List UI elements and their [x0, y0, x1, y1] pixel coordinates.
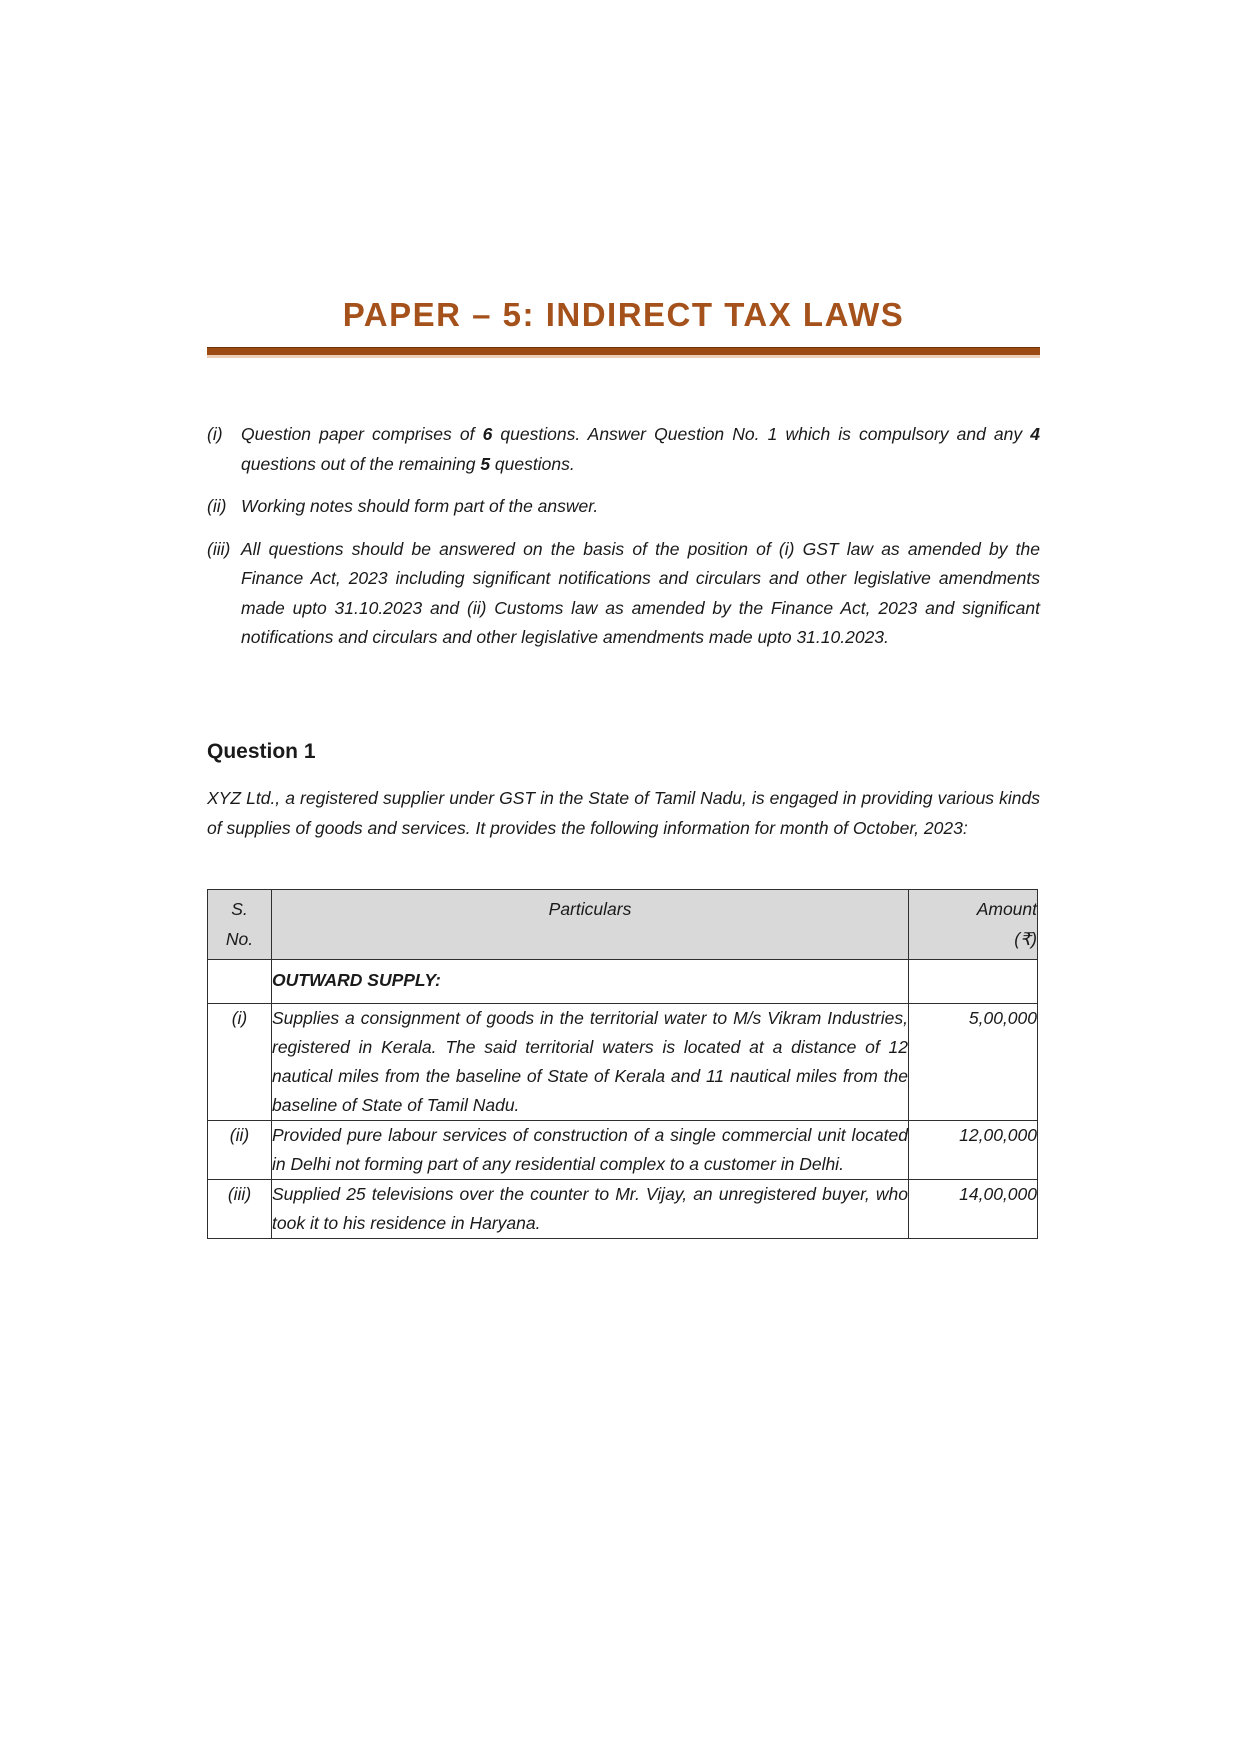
table-header-row [208, 890, 1038, 960]
instruction-segment: questions. [490, 453, 575, 474]
instruction-segment: questions. Answer Question No. 1 which is compulsory and any [492, 424, 1031, 444]
section-sno-cell [208, 960, 272, 1004]
row-particulars-cell: Supplied 25 televisions over the counter to Mr. Vijay, an unregistered buyer, who took it to his residence in Haryana. [272, 1180, 909, 1239]
table-row [208, 1004, 1038, 1121]
row-sno-cell: (iii) [208, 1180, 272, 1239]
title-underline-rule [207, 347, 1040, 358]
instruction-marker: (iii) [207, 538, 231, 559]
header-cell-amount [909, 890, 1038, 960]
instruction-segment: questions out of the remaining [241, 453, 481, 474]
section-amount-cell [909, 960, 1038, 1004]
instruction-item-i [207, 420, 1040, 479]
header-amount-line1: Amount [976, 899, 1037, 919]
question-1-intro: XYZ Ltd., a registered supplier under GST in the State of Tamil Nadu, is engaged in providing various kinds of supplies of goods and services. It provides the following information for month of October, 2023: [207, 788, 1040, 838]
row-particulars-cell: Provided pure labour services of construction of a single commercial unit located in Delhi not forming part of any residential complex to a customer in Delhi. [272, 1121, 909, 1180]
header-sno-line1: S. [231, 899, 248, 919]
section-label-cell: OUTWARD SUPPLY: [272, 960, 909, 1004]
exam-instructions-list [207, 420, 1040, 653]
instruction-marker: (i) [207, 424, 223, 444]
instruction-bold-number: 4 [1030, 424, 1040, 444]
page-title: PAPER – 5: INDIRECT TAX LAWS [342, 296, 905, 333]
row-sno-cell: (i) [208, 1004, 272, 1121]
instruction-item-iii [207, 535, 1040, 653]
instruction-bold-number: 5 [480, 453, 491, 474]
table-row [208, 1121, 1038, 1180]
header-sno-line2: No. [225, 929, 254, 949]
instruction-text: Working notes should form part of the answer. [241, 496, 599, 516]
supplies-table [207, 889, 1038, 1239]
supplies-table-wrapper [207, 889, 1037, 1239]
instruction-marker: (ii) [207, 496, 227, 516]
row-amount-cell: 12,00,000 [909, 1121, 1038, 1180]
header-cell-particulars: Particulars [272, 890, 909, 960]
table-row [208, 1180, 1038, 1239]
instruction-segment: Question paper comprises of [241, 424, 483, 444]
instruction-text: All questions should be answered on the basis of the position of (i) GST law as amended by the Finance Act, 2023 including significant notifications and circulars and other legislative amendments made upto 31.10.2023 and (ii) Customs law as amended by the Finance Act, 2023 and significant notifications and circulars and other legislative amendments made upto 31.10.2023. [241, 538, 1040, 647]
row-amount-cell: 5,00,000 [909, 1004, 1038, 1121]
row-particulars-cell: Supplies a consignment of goods in the territorial water to M/s Vikram Industries, registered in Kerala. The said territorial waters is located at a distance of 12 nautical miles from the baseline of State of Kerala and 11 nautical miles from the baseline of State of Tamil Nadu. [272, 1004, 909, 1121]
row-sno-cell: (ii) [208, 1121, 272, 1180]
row-amount-cell: 14,00,000 [909, 1180, 1038, 1239]
instruction-bold-number: 6 [482, 424, 493, 444]
instruction-text [241, 420, 1040, 479]
header-cell-sno [208, 890, 272, 960]
table-section-row [208, 960, 1038, 1004]
question-1-heading: Question 1 [207, 740, 316, 763]
header-amount-line2: (₹) [1014, 929, 1037, 949]
instruction-item-ii [207, 492, 1040, 522]
